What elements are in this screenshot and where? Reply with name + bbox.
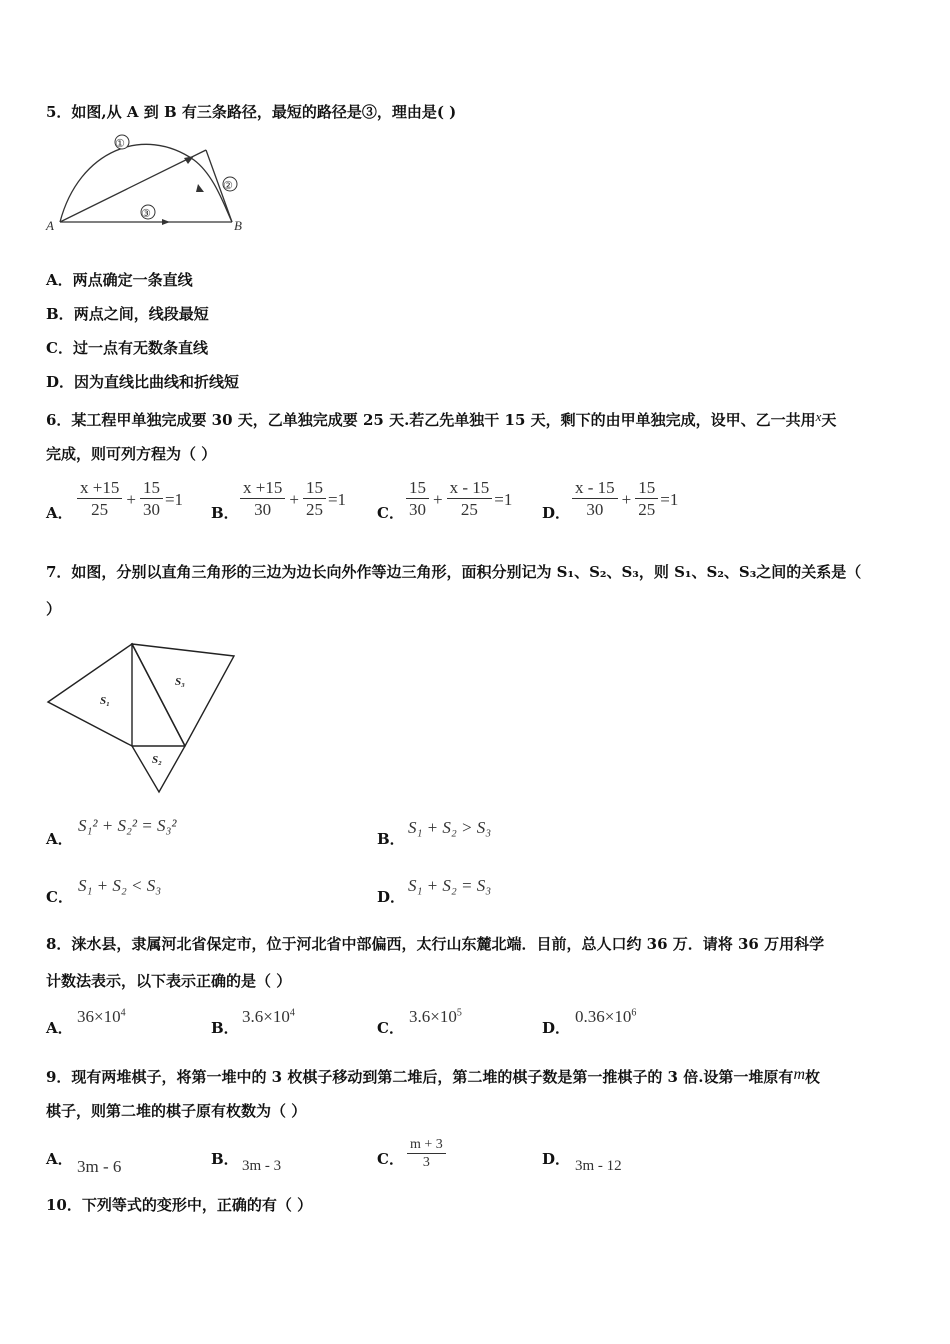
q5-option-c[interactable]: C．过一点有无数条直线 <box>46 339 208 357</box>
q6-stem-line1: 6．某工程甲单独完成要 30 天，乙单独完成要 25 天.若乙先单独干 15 天，剩下的由甲单独完成，设甲、乙一共用x天 <box>46 409 837 429</box>
q9-stem-line1: 9．现有两堆棋子，将第一堆中的 3 枚棋子移动到第二堆后，第二堆的棋子数是第一推棋子的 3 倍.设第一堆原有m枚 <box>46 1066 821 1086</box>
q9-option-c-letter[interactable]: C． <box>377 1150 404 1168</box>
q9-option-b-letter[interactable]: B． <box>211 1150 239 1168</box>
q7-option-a-expr[interactable]: S₁² + S₂² = S₃² <box>78 816 177 835</box>
q8-option-a-expr[interactable]: $36\times 10^4$ <box>77 1007 126 1026</box>
q7-option-b-letter[interactable]: B． <box>377 830 405 848</box>
q7-option-b-expr[interactable]: S₁ + S₂ > S₃ <box>408 818 492 837</box>
q6-option-a-letter[interactable]: A． <box>46 504 73 522</box>
q9-option-d-expr[interactable]: 3m - 12 <box>575 1158 622 1174</box>
q6-option-c-equation[interactable]: $\frac{15}{30}$ + $\frac{x - 15}{25}$ =1 <box>404 478 512 521</box>
q6-option-c-letter[interactable]: C． <box>377 504 404 522</box>
q5-figure <box>44 130 254 235</box>
path1-label: ① <box>115 137 125 150</box>
q7-option-c-expr[interactable]: S₁ + S₂ < S₃ <box>78 876 162 895</box>
point-a-label: A <box>46 218 54 233</box>
q5-option-d[interactable]: D．因为直线比曲线和折线短 <box>46 373 240 391</box>
q9-option-c-expr[interactable]: $\frac{m + 3}{3}$ <box>405 1136 448 1172</box>
s1-label: S₁ <box>100 695 110 707</box>
q8-option-d-expr[interactable]: $0.36\times 10^6$ <box>575 1007 637 1026</box>
q9-option-a-letter[interactable]: A． <box>46 1150 73 1168</box>
q9-option-a-expr[interactable]: 3m - 6 <box>77 1157 122 1176</box>
q6-option-a-equation[interactable]: $\frac{x +15}{25}$ + $\frac{15}{30}$ =1 <box>75 478 183 521</box>
q9-stem-line2: 棋子，则第二堆的棋子原有枚数为（ ） <box>46 1102 307 1120</box>
q5-option-a[interactable]: A．两点确定一条直线 <box>46 271 193 289</box>
s2-label: S₂ <box>152 754 162 766</box>
q8-option-c-expr[interactable]: $3.6\times 10^5$ <box>409 1007 462 1026</box>
q10-stem: 10．下列等式的变形中，正确的有（ ） <box>46 1196 313 1214</box>
path3-label: ③ <box>141 207 151 220</box>
q6-option-d-equation[interactable]: $\frac{x - 15}{30}$ + $\frac{15}{25}$ =1 <box>570 478 678 521</box>
q6-option-b-letter[interactable]: B． <box>211 504 239 522</box>
q9-option-b-expr[interactable]: 3m - 3 <box>242 1158 282 1174</box>
q6-option-d-letter[interactable]: D． <box>542 504 571 522</box>
q5-stem: 5．如图,从 A 到 B 有三条路径，最短的路径是③，理由是( ) <box>46 103 457 121</box>
q7-option-a-letter[interactable]: A． <box>46 830 73 848</box>
q8-option-b-letter[interactable]: B． <box>211 1019 239 1037</box>
q5-option-b[interactable]: B．两点之间，线段最短 <box>46 305 209 323</box>
q8-option-d-letter[interactable]: D． <box>542 1019 571 1037</box>
q7-stem-line1: 7．如图，分别以直角三角形的三边为边长向外作等边三角形，面积分别记为 S₁、S₂、S₃，则 S₁、S₂、S₃之间的关系是（ <box>46 563 862 581</box>
q6-stem-line2: 完成，则可列方程为（ ） <box>46 445 217 463</box>
q7-stem-line2: ） <box>46 600 62 618</box>
q8-option-b-expr[interactable]: $3.6\times 10^4$ <box>242 1007 295 1026</box>
point-b-label: B <box>234 218 242 233</box>
q7-figure <box>44 640 244 800</box>
q7-option-d-letter[interactable]: D． <box>377 888 406 906</box>
path2-label: ② <box>223 179 233 192</box>
q8-option-c-letter[interactable]: C． <box>377 1019 404 1037</box>
q8-stem-line1: 8．涞水县，隶属河北省保定市，位于河北省中部偏西，太行山东麓北端．目前，总人口约 36 万．请将 36 万用科学 <box>46 935 825 953</box>
q6-option-b-equation[interactable]: $\frac{x +15}{30}$ + $\frac{15}{25}$ =1 <box>238 478 346 521</box>
s3-label: S₃ <box>175 676 185 688</box>
q9-option-d-letter[interactable]: D． <box>542 1150 571 1168</box>
q7-option-c-letter[interactable]: C． <box>46 888 73 906</box>
q7-option-d-expr[interactable]: S₁ + S₂ = S₃ <box>408 876 492 895</box>
q8-stem-line2: 计数法表示，以下表示正确的是（ ） <box>46 972 292 990</box>
q8-option-a-letter[interactable]: A． <box>46 1019 73 1037</box>
